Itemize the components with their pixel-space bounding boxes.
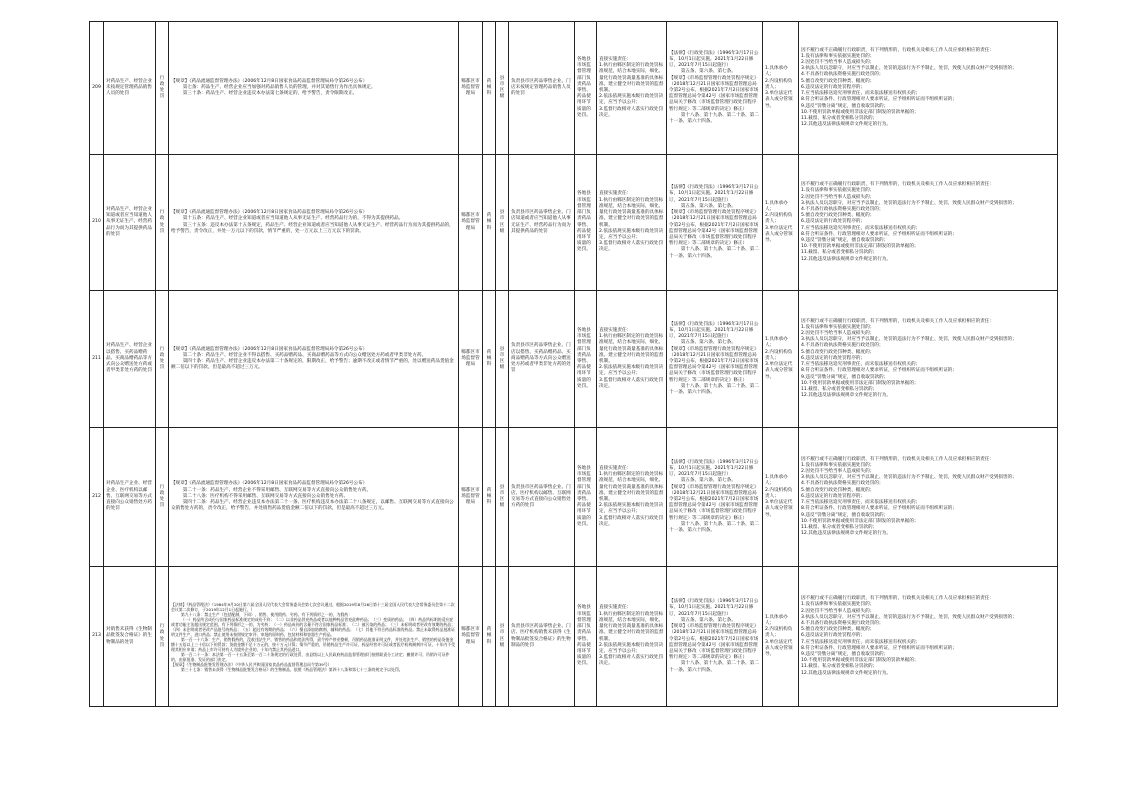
item-name: 对销售未获得《生物制品批签发合格证》的生物制品的处罚 <box>104 567 156 707</box>
table-row <box>90 428 1058 567</box>
exercise-level: 县市区级 <box>496 291 509 428</box>
local-department: 各地县市场监督管理部门负责药品零售、药品使用环节质量的处罚。 <box>575 22 597 155</box>
item-name: 对药品生产企业、经营企业、医疗机构以邮售、互联网交易等方式直接向公众销售处方药的处罚 <box>104 428 156 567</box>
responsible-subject: 1.具体承办人； 2.内设机构负责人； 3.单位法定代表人或分管领导。 <box>763 22 799 155</box>
accountability-circumstances: 因不履行或不正确履行行政职责，有下列情形的，行政机关及相关工作人员应承担相应的责任： 1.没有法律和事实依据实施处罚的； 2.因处罚不当给当事人造成损失的； 3.执法人员玩忽职守，对应当予以制止、处罚的违法行为不予制止、处罚，致使人民群众财产受到损害的； 4.不具备行政执法资格实施行政处罚的； 5.擅自改变行政处罚种类、幅度的； 6.违反法定的行政处罚程序的； 7.应当依法移送追究刑事责任，而未依法移送有权机关的； 8.符合听证条件、行政管理相对人要求听证，应予组织听证而不组织听证的； 9.违反“罚缴分离”规定，擅自收取罚款的； 10.不使用罚款单据或使用非法定部门制发的罚款单据的； 11.截留、私分或者变相私分罚款的； 12.其他违反法律法规规章文件规定的行为。 <box>799 291 1058 428</box>
row-number: 211 <box>90 291 104 428</box>
power-category: 行政处罚 <box>156 567 169 707</box>
accountability-law: 【法律】《行政处罚法》（1996年3月17日公布，10月1日起实施。2021年1月22日修订，2021年7月15日起施行） 第五条、第六条、第七条。 【规章】《市场监督管理行政处罚程序规定》（2018年12月21日国家市场监督管理总局令第2号公布，根据2021年7月2日国家市场监督管理总局令第42号《国家市场监督管理总局关于修改〈市场监督管理行政处罚程序暂行规定〉等二部规章的决定》修正） 第十八条、第十九条、第二十条、第二十一条、第六十四条。 <box>667 22 763 155</box>
exercise-level: 县市区级 <box>496 22 509 155</box>
duty-description: 直接实施责任： 1.执行由郫区制定的行政处罚标准规范，结合本地实际，细化、量化行政处罚裁量基准的具体标准。建立健全对行政处罚的监督机制。 2.依法依规实施本级行政处罚决定，应当予以公开； 3.监督行政相对人落实行政处罚决定。 <box>597 155 667 291</box>
accountability-circumstances: 因不履行或不正确履行行政职责，有下列情形的，行政机关及相关工作人员应承担相应的责任： 1.没有法律和事实依据实施处罚的； 2.因处罚不当给当事人造成损失的； 3.执法人员玩忽职守，对应当予以制止、处罚的违法行为不予制止、处罚，致使人民群众财产受到损害的； 4.不具备行政执法资格实施行政处罚的； 5.擅自改变行政处罚种类、幅度的； 6.违反法定的行政处罚程序的； 7.应当依法移送追究刑事责任，而未依法移送有权机关的； 8.符合听证条件、行政管理相对人要求听证，应予组织听证而不组织听证的； 9.违反“罚缴分离”规定，擅自收取罚款的； 10.不使用罚款单据或使用非法定部门制发的罚款单据的； 11.截留、私分或者变相私分罚款的； 12.其他违反法律法规规章文件规定的行为。 <box>799 428 1058 567</box>
exercise-level: 县市区级 <box>496 155 509 291</box>
power-category: 行政处罚 <box>156 155 169 291</box>
table-row <box>90 155 1058 291</box>
row-number: 212 <box>90 428 104 567</box>
implementation-object: 负责县市区药品零售企业、门店知道或者应当知道他人从事无证生产、经营药品行为而为其提供药品的处罚 <box>509 155 575 291</box>
item-name: 对药品生产、经营企业知道或者应当知道他人从事无证生产、经营药品行为而为其提供药品的处罚 <box>104 155 156 291</box>
accountability-circumstances: 因不履行或不正确履行行政职责，有下列情形的，行政机关及相关工作人员应承担相应的责任： 1.没有法律和事实依据实施处罚的； 2.因处罚不当给当事人造成损失的； 3.执法人员玩忽职守，对应当予以制止、处罚的违法行为不予制止、处罚，致使人民群众财产受到损害的； 4.不具备行政执法资格实施行政处罚的； 5.擅自改变行政处罚种类、幅度的； 6.违反法定的行政处罚程序的； 7.应当依法移送追究刑事责任，而未依法移送有权机关的； 8.符合听证条件、行政管理相对人要求听证，应予组织听证而不组织听证的； 9.违反“罚缴分离”规定，擅自收取罚款的； 10.不使用罚款单据或使用非法定部门制发的罚款单据的； 11.截留、私分或者变相私分罚款的； 12.其他违反法律法规规章文件规定的行为。 <box>799 567 1058 707</box>
responsible-subject: 1.具体承办人； 2.内设机构负责人； 3.单位法定代表人或分管领导。 <box>763 567 799 707</box>
responsible-subject: 1.具体承办人； 2.内设机构负责人； 3.单位法定代表人或分管领导。 <box>763 428 799 567</box>
responsible-division: 药械科 <box>483 22 496 155</box>
exercise-level: 县市区级 <box>496 428 509 567</box>
powers-table <box>89 21 1058 707</box>
implementing-department: 郫都区市场监督管理局 <box>459 567 483 707</box>
implementation-object: 负责县市区药品零售企业、门店以搭售、买药品赠药品、买商品赠药品等方式向公众赠送处方药或者甲类非处方药的处罚 <box>509 291 575 428</box>
local-department: 各地县市场监督管理部门负责药品零售、药品使用环节质量的处罚。 <box>575 428 597 567</box>
responsible-subject: 1.具体承办人； 2.内设机构负责人； 3.单位法定代表人或分管领导。 <box>763 155 799 291</box>
table-row <box>90 567 1058 707</box>
local-department: 各地县市场监督管理部门负责药品零售、药品使用环节质量的处罚。 <box>575 567 597 707</box>
responsible-division: 药械科 <box>483 155 496 291</box>
local-department: 各地县市场监督管理部门负责药品零售、药品使用环节质量的处罚。 <box>575 291 597 428</box>
responsible-division: 药械科 <box>483 291 496 428</box>
accountability-circumstances: 因不履行或不正确履行行政职责，有下列情形的，行政机关及相关工作人员应承担相应的责任： 1.没有法律和事实依据实施处罚的； 2.因处罚不当给当事人造成损失的； 3.执法人员玩忽职守，对应当予以制止、处罚的违法行为不予制止、处罚，致使人民群众财产受到损害的； 4.不具备行政执法资格实施行政处罚的； 5.擅自改变行政处罚种类、幅度的； 6.违反法定的行政处罚程序的； 7.应当依法移送追究刑事责任，而未依法移送有权机关的； 8.符合听证条件、行政管理相对人要求听证，应予组织听证而不组织听证的； 9.违反“罚缴分离”规定，擅自收取罚款的； 10.不使用罚款单据或使用非法定部门制发的罚款单据的； 11.截留、私分或者变相私分罚款的； 12.其他违反法律法规规章文件规定的行为。 <box>799 155 1058 291</box>
implementing-department: 郫都区市场监督管理局 <box>459 428 483 567</box>
implementing-department: 郫都区市场监督管理局 <box>459 22 483 155</box>
responsible-division: 药械科 <box>483 567 496 707</box>
accountability-circumstances: 因不履行或不正确履行行政职责，有下列情形的，行政机关及相关工作人员应承担相应的责任： 1.没有法律和事实依据实施处罚的； 2.因处罚不当给当事人造成损失的； 3.执法人员玩忽职守，对应当予以制止、处罚的违法行为不予制止、处罚，致使人民群众财产受到损害的； 4.不具备行政执法资格实施行政处罚的； 5.擅自改变行政处罚种类、幅度的； 6.违反法定的行政处罚程序的； 7.应当依法移送追究刑事责任，而未依法移送有权机关的； 8.符合听证条件、行政管理相对人要求听证，应予组织听证而不组织听证的； 9.违反“罚缴分离”规定，擅自收取罚款的； 10.不使用罚款单据或使用非法定部门制发的罚款单据的； 11.截留、私分或者变相私分罚款的； 12.其他违反法律法规规章文件规定的行为。 <box>799 22 1058 155</box>
item-name: 对药品生产、经营企业未按规定管理药品销售人员的处罚 <box>104 22 156 155</box>
row-number: 209 <box>90 22 104 155</box>
implementation-object: 负责县市区药品零售企业、门店、医疗机构销售未获得《生物制品批签发合格证》的生物制品的处罚 <box>509 567 575 707</box>
local-department: 各地县市场监督管理部门负责药品零售、药品使用环节质量的处罚。 <box>575 155 597 291</box>
responsible-subject: 1.具体承办人； 2.内设机构负责人； 3.单位法定代表人或分管领导。 <box>763 291 799 428</box>
duty-description: 直接实施责任： 1.执行由郫区制定的行政处罚标准规范，结合本地实际，细化、量化行政处罚裁量基准的具体标准。建立健全对行政处罚的监督机制。 2.依法依规实施本级行政处罚决定，应当予以公开； 3.监督行政相对人落实行政处罚决定。 <box>597 291 667 428</box>
accountability-law: 【法律】《行政处罚法》（1996年3月17日公布，10月1日起实施。2021年1月22日修订，2021年7月15日起施行） 第五条、第六条、第七条。 【规章】《市场监督管理行政处罚程序规定》（2018年12月21日国家市场监督管理总局令第2号公布，根据2021年7月2日国家市场监督管理总局令第42号《国家市场监督管理总局关于修改〈市场监督管理行政处罚程序暂行规定〉等二部规章的决定》修正） 第十八条、第十九条、第二十条、第二十一条、第六十四条。 <box>667 155 763 291</box>
table-row <box>90 291 1058 428</box>
row-number: 213 <box>90 567 104 707</box>
duty-description: 直接实施责任： 1.执行由郫区制定的行政处罚标准规范，结合本地实际，细化、量化行政处罚裁量基准的具体标准。建立健全对行政处罚的监督机制。 2.依法依规实施本级行政处罚决定，应当予以公开； 3.监督行政相对人落实行政处罚决定。 <box>597 22 667 155</box>
legal-basis: 【法律】《药品管理法》（1984年9月20日第六届全国人民代表大会常务委员会第七次会议通过，根据2019年8月26日第十三届全国人民代表大会常务委员会第十二次会议第二次修订，于2019年12月1日起施行。） 第九十八条：禁止生产（包括配制，下同）、销售、使用假药、劣药。有下列情形之一的，为假药： （一）药品所含成份与国家药品标准规定的成份不符；（二）以非药品冒充药品或者以他种药品冒充此种药品；（三）变质的药品；（四）药品所标明的适应症或者功能主治超出规定范围。有下列情形之一的，为劣药：（一）药品成份的含量不符合国家药品标准；（二）被污染的药品；（三）未标明或者更改有效期的药品；（四）未注明或者更改产品批号的药品；（五）超过有效期的药品；（六）擅自添加防腐剂、辅料的药品；（七）其他不符合药品标准的药品。禁止未取得药品批准证明文件生产、进口药品；禁止使用未按照规定审评、审批的原料药、包装材料和容器生产药品。 第一百一十六条：生产、销售假药的，没收违法生产、销售的药品和违法所得，责令停产停业整顿，吊销药品批准证明文件，并处违法生产、销售的药品货值金额十五倍以上三十倍以下的罚款；货值金额不足十万元的，按十万元计算；情节严重的，吊销药品生产许可证、药品经营许可证或者医疗机构制剂许可证，十年内不受理其相应申请；药品上市许可持有人为境外企业的，十年内禁止其药品进口。 第一百二十一条：本法第一百一十五条至第一百二十条规定的行政处罚，由县级以上人民政府药品监督管理部门按照职责分工决定；撤销许可、吊销许可证件的，由原批准、发证的部门决定。 【规章】《生物制品批签发管理办法》（中华人民共和国国家食品药品监督管理总局令第39号） 第三十七条：销售未获得《生物制品批签发合格证》的生物制品，依照《药品管理法》第四十八条和第七十三条的规定予以处罚。 <box>169 567 459 707</box>
implementing-department: 郫都区市场监督管理局 <box>459 291 483 428</box>
duty-description: 直接实施责任： 1.执行由郫区制定的行政处罚标准规范，结合本地实际，细化、量化行政处罚裁量基准的具体标准。建立健全对行政处罚的监督机制。 2.依法依规实施本级行政处罚决定，应当予以公开； 3.监督行政相对人落实行政处罚决定。 <box>597 428 667 567</box>
accountability-law: 【法律】《行政处罚法》（1996年3月17日公布，10月1日起实施。2021年1月22日修订，2021年7月15日起施行） 第五条、第六条、第七条。 【规章】《市场监督管理行政处罚程序规定》（2018年12月21日国家市场监督管理总局令第2号公布，根据2021年7月2日国家市场监督管理总局令第42号《国家市场监督管理总局关于修改〈市场监督管理行政处罚程序暂行规定〉等二部规章的决定》修正） 第十八条、第十九条、第二十条、第二十一条、第六十四条。 <box>667 291 763 428</box>
power-category: 行政处罚 <box>156 22 169 155</box>
duty-description: 直接实施责任： 1.执行由郫区制定的行政处罚标准规范，结合本地实际，细化、量化行政处罚裁量基准的具体标准。建立健全对行政处罚的监督机制。 2.依法依规实施本级行政处罚决定，应当予以公开； 3.监督行政相对人落实行政处罚决定。 <box>597 567 667 707</box>
legal-basis: 【规章】《药品流通监督管理办法》（2006年12月8日国家食品药品监督管理局局令第26号公布） 第十五条：药品生产、经营企业知道或者应当知道他人从事无证生产、经营药品行为的，不得为其提供药品。 第三十五条：违反本办法第十五条规定，药品生产、经营企业知道或者应当知道他人从事无证生产、经营药品行为而为其提供药品的，给予警告，责令改正，并处一万元以下的罚款，情节严重的，处一万元以上三万元以下的罚款。 <box>169 155 459 291</box>
legal-basis: 【规章】《药品流通监督管理办法》（2006年12月8日国家食品药品监督管理局局令第26号公布） 第七条：药品生产、经营企业应当加强对药品销售人员的管理，并对其销售行为作出具体规定。 第三十条：药品生产、经营企业违反本办法第七条规定的，给予警告，责令限期改正。 <box>169 22 459 155</box>
implementation-object: 负责县市区药品零售企业、门店、医疗机构以邮售、互联网交易等方式直接向公众销售处方药的处罚 <box>509 428 575 567</box>
legal-basis: 【规章】《药品流通监督管理办法》（2006年12月8日国家食品药品监督管理局局令第26号公布） 第二十一条：药品生产、经营企业不得采用邮售、互联网交易等方式直接向公众销售处方药。 第二十八条：医疗机构不得采用邮售、互联网交易等方式直接向公众销售处方药。 第四十二条：药品生产、经营企业违反本办法第二十一条、医疗机构违反本办法第二十八条规定，以邮售、互联网交易等方式直接向公众销售处方药的，责令改正，给予警告，并处销售药品货值金额二倍以下的罚款，但是最高不超过三万元。 <box>169 428 459 567</box>
accountability-law: 【法律】《行政处罚法》（1996年3月17日公布，10月1日起实施。2021年1月22日修订，2021年7月15日起施行） 第五条、第六条、第七条。 【规章】《市场监督管理行政处罚程序规定》（2018年12月21日国家市场监督管理总局令第2号公布，根据2021年7月2日国家市场监督管理总局令第42号《国家市场监督管理总局关于修改〈市场监督管理行政处罚程序暂行规定〉等二部规章的决定》修正） 第十八条、第十九条、第二十条、第二十一条、第六十四条。 <box>667 567 763 707</box>
exercise-level: 县市区级 <box>496 567 509 707</box>
item-name: 对药品生产、经营企业以搭售、买药品赠药品、买商品赠药品等方式向公众赠送处方药或者甲类非处方药的处罚 <box>104 291 156 428</box>
power-category: 行政处罚 <box>156 291 169 428</box>
accountability-law: 【法律】《行政处罚法》（1996年3月17日公布，10月1日起实施。2021年1月22日修订，2021年7月15日起施行） 第五条、第六条、第七条。 【规章】《市场监督管理行政处罚程序规定》（2018年12月21日国家市场监督管理总局令第2号公布，根据2021年7月2日国家市场监督管理总局令第42号《国家市场监督管理总局关于修改〈市场监督管理行政处罚程序暂行规定〉等二部规章的决定》修正） 第十八条、第十九条、第二十条、第二十一条、第六十四条。 <box>667 428 763 567</box>
legal-basis: 【规章】《药品流通监督管理办法》（2006年12月8日国家食品药品监督管理局局令第26号公布） 第二十条：药品生产、经营企业不得以搭售、买药品赠药品、买商品赠药品等方式向公众赠送处方药或者甲类非处方药。 第四十条：药品生产、经营企业违反本办法第二十条规定的，限期改正，给予警告；逾期不改正或者情节严重的，处以赠送药品货值金额二倍以下的罚款，但是最高不超过三万元。 <box>169 291 459 428</box>
power-category: 行政处罚 <box>156 428 169 567</box>
table-row <box>90 22 1058 155</box>
row-number: 210 <box>90 155 104 291</box>
responsible-division: 药械科 <box>483 428 496 567</box>
implementing-department: 郫都区市场监督管理局 <box>459 155 483 291</box>
implementation-object: 负责县市区药品零售企业、门店未按规定管理药品销售人员的处罚 <box>509 22 575 155</box>
